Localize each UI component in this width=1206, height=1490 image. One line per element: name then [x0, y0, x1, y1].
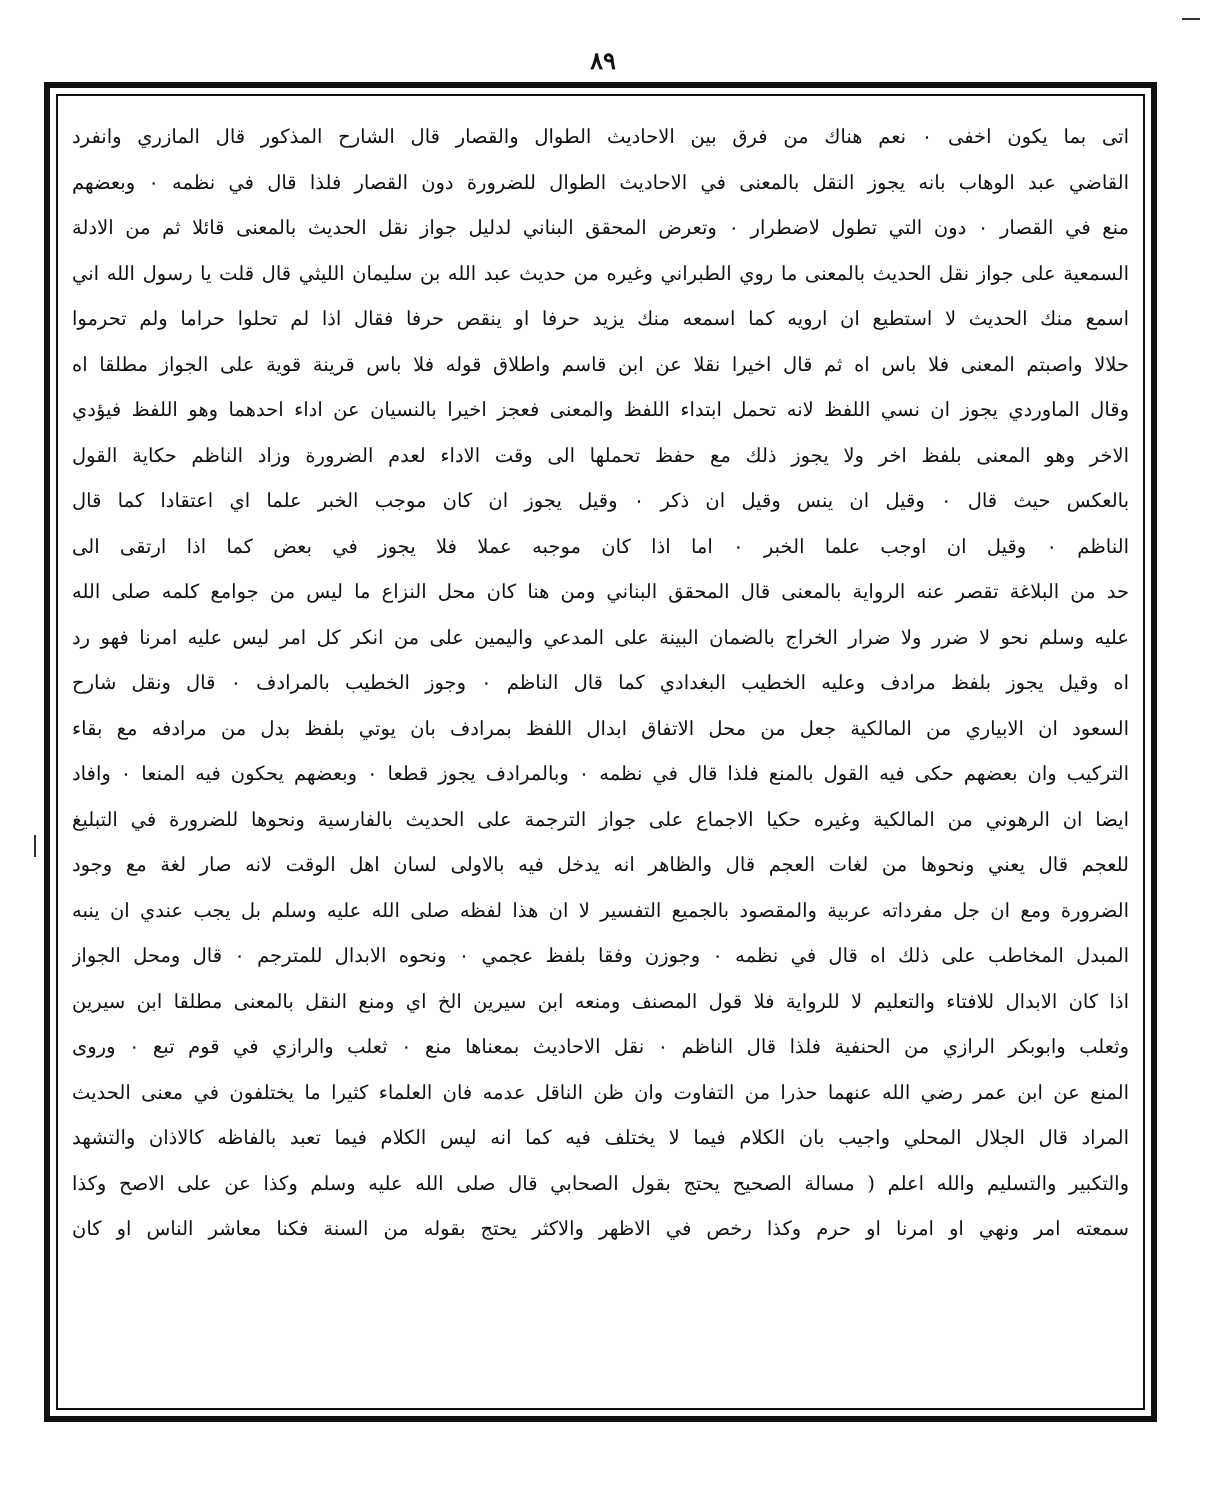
text-line: المراد قال الجلال المحلي واجيب بان الكلام فيما لا يختلف فيه كما انه ليس الكلام فيما تعبد بالفاظه كالاذان والتشهد: [72, 1126, 1129, 1149]
text-line: المنع عن ابن عمر رضي الله عنهما حذرا من التفاوت وان ظن الناقل عدمه فان العلماء كثيرا ما يختلفون في معنى الحديث: [72, 1080, 1129, 1104]
text-line: وقال الماوردي يجوز ان نسي اللفظ لانه تحمل ابتداء اللفظ والمعنى فعجز اخيرا بالنسيان عن اداء احدهما وهو اللفظ فيؤدي: [72, 398, 1129, 421]
page-frame: [44, 82, 1157, 1422]
text-line: منع في القصار ٠ دون التي تطول لاضطرار ٠ وتعرض المحقق البناني لدليل جواز نقل الحديث بالمعنى قائلا ثم من الادلة: [72, 216, 1129, 239]
margin-mark: [34, 835, 36, 857]
text-line: التركيب وان بعضهم حكى فيه القول بالمنع فلذا قال في نظمه ٠ وبالمرادف يجوز قطعا ٠ وبعضهم يحكون فيه المنعا ٠ وافاد: [72, 762, 1129, 785]
text-line: الناظم ٠ وقيل ان اوجب علما الخبر ٠ اما اذا كان موجبه عملا فلا يجوز في بعض كما اذا ارتقى الى: [72, 534, 1129, 558]
text-line: اه وقيل يجوز بلفظ مرادف وعليه الخطيب البغدادي كما قال الناظم ٠ وجوز الخطيب بالمرادف ٠ قال ونقل شارح: [72, 671, 1129, 694]
text-line: اتى بما يكون اخفى ٠ نعم هناك من فرق بين الاحاديث الطوال والقصار قال الشارح المذكور قال المازري وانفرد: [72, 125, 1129, 148]
text-line: الاخر وهو المعنى بلفظ اخر ولا يجوز ذلك مع حفظ تحملها الى وقت الاداء لعدم الضرورة وزاد الناظم حكاية القول: [72, 443, 1129, 467]
text-line: سمعته امر ونهي او امرنا او حرم وكذا رخص في الاظهر والاكثر يحتج بقوله من السنة فكنا معاشر الناس او كان: [72, 1217, 1129, 1240]
text-line: حلالا واصبتم المعنى فلا باس اه ثم قال اخيرا نقلا عن ابن قاسم واطلاق قوله فلا باس قرينة قوية على الجواز مطلقا اه: [72, 352, 1129, 376]
text-line: الضرورة ومع ان جل مفرداته عربية والمقصود بالجميع التفسير لا ان هذا لفظه صلى الله عليه وسلم بل يجب عندي ان ينبه: [72, 898, 1129, 922]
text-line: وثعلب وابوبكر الرازي من الحنفية فلذا قال الناظم ٠ نقل الاحاديث بمعناها منع ٠ ثعلب والرازي في قوم تبع ٠ وروى: [72, 1035, 1129, 1058]
page-number: ٨٩: [590, 46, 616, 75]
text-line: السعود ان الابياري من المالكية جعل من محل الاتفاق ابدال اللفظ بمرادف بان يوتي بلفظ بدل من مرادفه مع بقاء: [72, 716, 1129, 740]
page-frame-inner: [56, 94, 1145, 1410]
text-line: حد من البلاغة تقصر عنه الرواية بالمعنى قال المحقق البناني ومن هنا كان محل النزاع ما ليس من جوامع كلمه صلى الله: [72, 580, 1129, 603]
text-line: المبدل المخاطب على ذلك اه قال في نظمه ٠ وجوزن وفقا بلفظ عجمي ٠ ونحوه الابدال للمترجم ٠ قال ومحل الجواز: [72, 944, 1129, 967]
text-line: ايضا ان الرهوني من المالكية وغيره حكيا الاجماع على جواز الترجمة على الحديث بالفارسية ونحوها للضرورة في التبليغ: [72, 807, 1129, 831]
text-line: والتكبير والتسليم والله اعلم ( مسالة الصحيح يحتج بقول الصحابي قال صلى الله عليه وسلم وكذا عن على الاصح وكذا: [72, 1171, 1129, 1195]
edge-mark: [1182, 18, 1200, 20]
text-line: للعجم قال يعني ونحوها من لغات العجم قال والظاهر انه يدخل فيه بالاولى لسان اهل الوقت لانه صار لغة مع وجود: [72, 853, 1129, 876]
text-line: القاضي عبد الوهاب بانه يجوز النقل بالمعنى في الاحاديث الطوال للضرورة دون القصار فلذا قال في نظمه ٠ وبعضهم: [72, 170, 1129, 194]
body-text: [72, 114, 1129, 1392]
text-line: اسمع منك الحديث لا استطيع ان ارويه كما اسمعه منك يزيد حرفا او ينقص حرفا فقال اذا لم تحلوا حراما ولم تحرموا: [72, 307, 1129, 330]
text-line: اذا كان الابدال للافتاء والتعليم لا للرواية فلا قول المصنف ومنعه ابن سيرين الخ اي ومنع النقل بالمعنى مطلقا ابن سيرين: [72, 989, 1129, 1013]
text-line: بالعكس حيث قال ٠ وقيل ان ينس وقيل ان ذكر ٠ وقيل يجوز ان كان موجب الخبر علما اي اعتقادا كما قال: [72, 489, 1129, 512]
text-line: السمعية على جواز نقل الحديث بالمعنى ما روي الطبراني وغيره من حديث عبد الله بن سليمان الليثي قال قلت يا رسول الله اني: [72, 261, 1129, 285]
text-line: عليه وسلم نحو لا ضرر ولا ضرار الخراج بالضمان البينة على المدعي واليمين على من انكر كل امر ليس عليه امرنا فهو رد: [72, 625, 1129, 649]
